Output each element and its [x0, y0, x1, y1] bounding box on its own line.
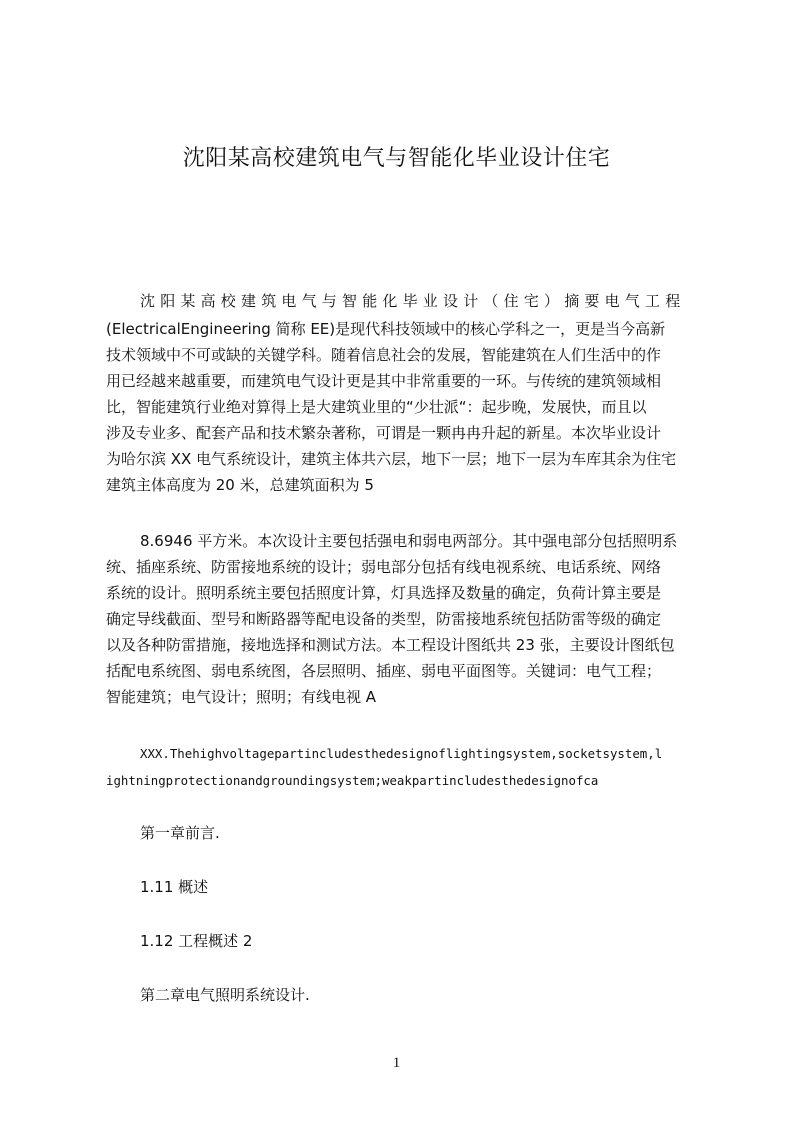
page-number: 1 [392, 1055, 401, 1071]
paragraph1-line-8: 建筑主体高度为 20 米，总建筑面积为 5 [106, 476, 374, 494]
paragraph1-line-7: 为哈尔滨 XX 电气系统设计，建筑主体共六层，地下一层；地下一层为车库其余为住宅 [106, 450, 677, 468]
paragraph3-line-1: XXX.Thehighvoltagepartincludesthedesignoflightingsystem,socketsystem,l [140, 746, 663, 761]
paragraph2-line-2: 统、插座系统、防雷接地系统的设计；弱电部分包括有线电视系统、电话系统、网络 [106, 558, 662, 576]
paragraph1-line-5: 比，智能建筑行业绝对算得上是大建筑业里的“少壮派“：起步晚，发展快，而且以 [106, 398, 647, 416]
paragraph2-line-3: 系统的设计。照明系统主要包括照度计算，灯具选择及数量的确定，负荷计算主要是 [106, 584, 662, 602]
paragraph2-line-4: 确定导线截面、型号和断路器等配电设备的类型，防雷接地系统包括防雷等级的确定 [106, 610, 662, 628]
toc-chapter-1: 第一章前言. [140, 824, 220, 842]
toc-section-1-11: 1.11 概述 [140, 878, 209, 896]
paragraph2-line-1: 8.6946 平方米。本次设计主要包括强电和弱电两部分。其中强电部分包括照明系 [140, 532, 678, 550]
paragraph1-line-4: 用已经越来越重要，而建筑电气设计更是其中非常重要的一环。与传统的建筑领域相 [106, 372, 662, 390]
paragraph1-line-2: (ElectricalEngineering 简称 EE)是现代科技领域中的核心学科之一，更是当今高新 [106, 320, 666, 338]
paragraph1-line-1: 沈阳某高校建筑电气与智能化毕业设计（住宅）摘要电气工程 [140, 292, 686, 310]
paragraph2-line-5: 以及各种防雷措施，接地选择和测试方法。本工程设计图纸共 23 张，主要设计图纸包 [106, 636, 675, 654]
paragraph2-line-7: 智能建筑；电气设计；照明；有线电视 A [106, 688, 377, 706]
paragraph3-line-2: ightningprotectionandgroundingsystem;weakpartincludesthedesignofca [106, 773, 599, 788]
toc-section-1-12: 1.12 工程概述 2 [140, 932, 253, 950]
paragraph1-line-6: 涉及专业多、配套产品和技术繁杂著称，可谓是一颗冉冉升起的新星。本次毕业设计 [106, 424, 662, 442]
paragraph2-line-6: 括配电系统图、弱电系统图，各层照明、插座、弱电平面图等。关键词：电气工程； [106, 662, 662, 680]
toc-chapter-2: 第二章电气照明系统设计. [140, 986, 310, 1004]
paragraph1-line-3: 技术领域中不可或缺的关键学科。随着信息社会的发展，智能建筑在人们生活中的作 [106, 346, 662, 364]
document-title: 沈阳某高校建筑电气与智能化毕业设计住宅 [182, 146, 611, 171]
